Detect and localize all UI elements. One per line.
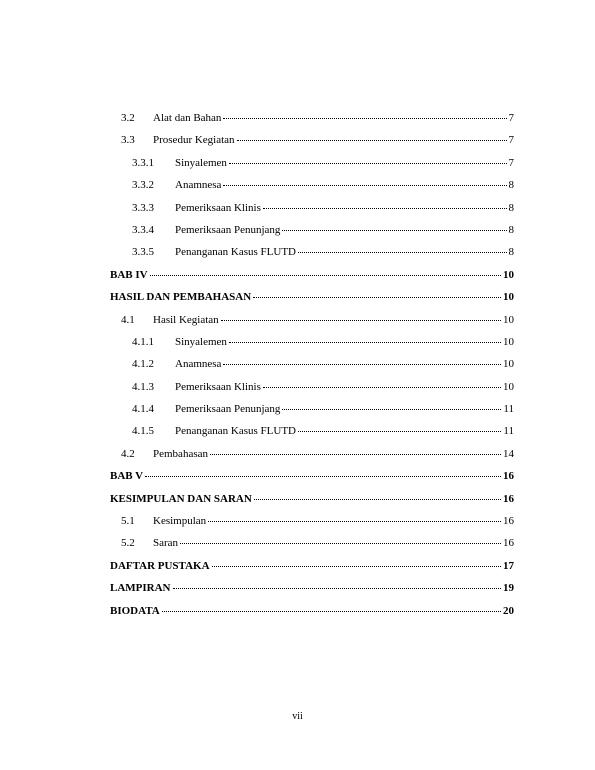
toc-entry-page: 7 <box>508 134 514 147</box>
dot-leader <box>282 409 501 410</box>
dot-leader <box>180 543 501 544</box>
toc-entry-page: 8 <box>508 201 514 214</box>
toc-entry-number: 4.1 <box>121 313 135 326</box>
toc-entry-number: 4.1.1 <box>132 335 154 348</box>
toc-entry-number: 3.3.5 <box>132 246 154 259</box>
toc-entry[interactable] <box>110 555 514 577</box>
toc-entry-page: 10 <box>503 313 514 326</box>
toc-entry[interactable] <box>110 376 514 398</box>
toc-entry-page: 10 <box>503 268 514 281</box>
toc-entry-title: BAB V <box>110 470 144 483</box>
table-of-contents <box>110 107 514 622</box>
toc-entry-title: LAMPIRAN <box>110 582 171 595</box>
dot-leader <box>253 297 501 298</box>
dot-leader <box>212 566 501 567</box>
toc-entry[interactable] <box>110 398 514 420</box>
toc-entry-title: Kesimpulan <box>153 515 207 528</box>
toc-entry-page: 7 <box>508 112 514 124</box>
toc-entry-number: 4.2 <box>121 447 135 460</box>
toc-entry-number: 3.3.4 <box>132 223 154 236</box>
toc-entry[interactable] <box>110 107 514 129</box>
toc-entry-title: KESIMPULAN DAN SARAN <box>110 492 252 505</box>
toc-entry-page: 11 <box>503 403 514 416</box>
toc-entry-number: 4.1.2 <box>132 358 154 371</box>
toc-entry-page: 8 <box>508 179 514 192</box>
toc-entry-title: HASIL DAN PEMBAHASAN <box>110 291 252 304</box>
toc-entry-title: Hasil Kegiatan <box>153 313 219 326</box>
dot-leader <box>210 454 501 455</box>
toc-entry[interactable] <box>110 465 514 487</box>
toc-entry-title: Pembahasan <box>153 447 208 460</box>
toc-entry-number: 3.3.2 <box>132 179 154 192</box>
dot-leader <box>263 387 501 388</box>
toc-entry[interactable] <box>110 532 514 554</box>
toc-entry[interactable] <box>110 152 514 174</box>
toc-entry-title: Saran <box>153 537 179 550</box>
toc-entry[interactable] <box>110 488 514 510</box>
toc-entry-title: DAFTAR PUSTAKA <box>110 559 210 572</box>
toc-entry-title: Pemeriksaan Penunjang <box>175 403 281 416</box>
toc-entry[interactable] <box>110 577 514 599</box>
page-number-footer: vii <box>292 711 303 722</box>
toc-entry-page: 10 <box>503 358 514 371</box>
dot-leader <box>223 364 501 365</box>
toc-entry-number: 3.3.3 <box>132 201 154 214</box>
dot-leader <box>263 208 507 209</box>
dot-leader <box>145 476 501 477</box>
toc-entry-number: 5.2 <box>121 537 135 550</box>
toc-entry-title: Alat dan Bahan <box>153 112 222 124</box>
toc-entry-title: BAB IV <box>110 268 148 281</box>
toc-entry-title: BIODATA <box>110 604 160 617</box>
toc-entry[interactable] <box>110 241 514 263</box>
toc-entry-page: 10 <box>503 335 514 348</box>
toc-entry-page: 16 <box>503 515 514 528</box>
toc-entry-title: Pemeriksaan Klinis <box>175 380 261 393</box>
toc-entry-title: Prosedur Kegiatan <box>153 134 235 147</box>
toc-entry-page: 10 <box>503 380 514 393</box>
toc-entry[interactable] <box>110 286 514 308</box>
toc-entry[interactable] <box>110 331 514 353</box>
toc-entry[interactable] <box>110 309 514 331</box>
toc-entry-number: 3.3.1 <box>132 156 154 169</box>
toc-entry-title: Penanganan Kasus FLUTD <box>175 425 296 438</box>
toc-entry-page: 20 <box>503 604 514 617</box>
toc-entry[interactable] <box>110 129 514 151</box>
toc-entry-number: 4.1.3 <box>132 380 154 393</box>
dot-leader <box>282 230 506 231</box>
toc-entry-page: 8 <box>508 246 514 259</box>
dot-leader <box>150 275 501 276</box>
toc-entry-title: Pemeriksaan Klinis <box>175 201 261 214</box>
toc-entry[interactable] <box>110 600 514 622</box>
toc-entry-title: Sinyalemen <box>175 156 227 169</box>
toc-entry[interactable] <box>110 353 514 375</box>
toc-entry-number: 4.1.5 <box>132 425 154 438</box>
toc-entry-number: 3.3 <box>121 134 135 147</box>
toc-entry-page: 11 <box>503 425 514 438</box>
dot-leader <box>254 499 501 500</box>
toc-entry[interactable] <box>110 264 514 286</box>
toc-entry-page: 16 <box>503 492 514 505</box>
dot-leader <box>221 320 501 321</box>
dot-leader <box>229 163 507 164</box>
toc-entry-page: 16 <box>503 470 514 483</box>
toc-entry-title: Anamnesa <box>175 358 222 371</box>
toc-entry-page: 7 <box>508 156 514 169</box>
dot-leader <box>298 431 501 432</box>
toc-entry-number: 4.1.4 <box>132 403 154 416</box>
dot-leader <box>223 185 506 186</box>
toc-entry-title: Anamnesa <box>175 179 222 192</box>
toc-entry[interactable] <box>110 174 514 196</box>
toc-entry-page: 19 <box>503 582 514 595</box>
toc-entry-page: 14 <box>503 447 514 460</box>
dot-leader <box>229 342 501 343</box>
toc-entry-page: 17 <box>503 559 514 572</box>
dot-leader <box>298 252 507 253</box>
dot-leader <box>237 140 507 141</box>
toc-entry-title: Penanganan Kasus FLUTD <box>175 246 296 259</box>
toc-entry-page: 10 <box>503 291 514 304</box>
toc-entry[interactable] <box>110 443 514 465</box>
toc-entry[interactable] <box>110 197 514 219</box>
toc-entry-title: Pemeriksaan Penunjang <box>175 223 281 236</box>
toc-entry[interactable] <box>110 219 514 241</box>
toc-entry-number: 3.2 <box>121 112 135 124</box>
toc-entry[interactable] <box>110 510 514 532</box>
dot-leader <box>173 588 502 589</box>
dot-leader <box>162 611 501 612</box>
toc-entry[interactable] <box>110 420 514 442</box>
dot-leader <box>223 118 506 119</box>
dot-leader <box>208 521 501 522</box>
toc-entry-page: 8 <box>508 223 514 236</box>
toc-entry-title: Sinyalemen <box>175 335 227 348</box>
toc-entry-number: 5.1 <box>121 515 135 528</box>
toc-entry-page: 16 <box>503 537 514 550</box>
